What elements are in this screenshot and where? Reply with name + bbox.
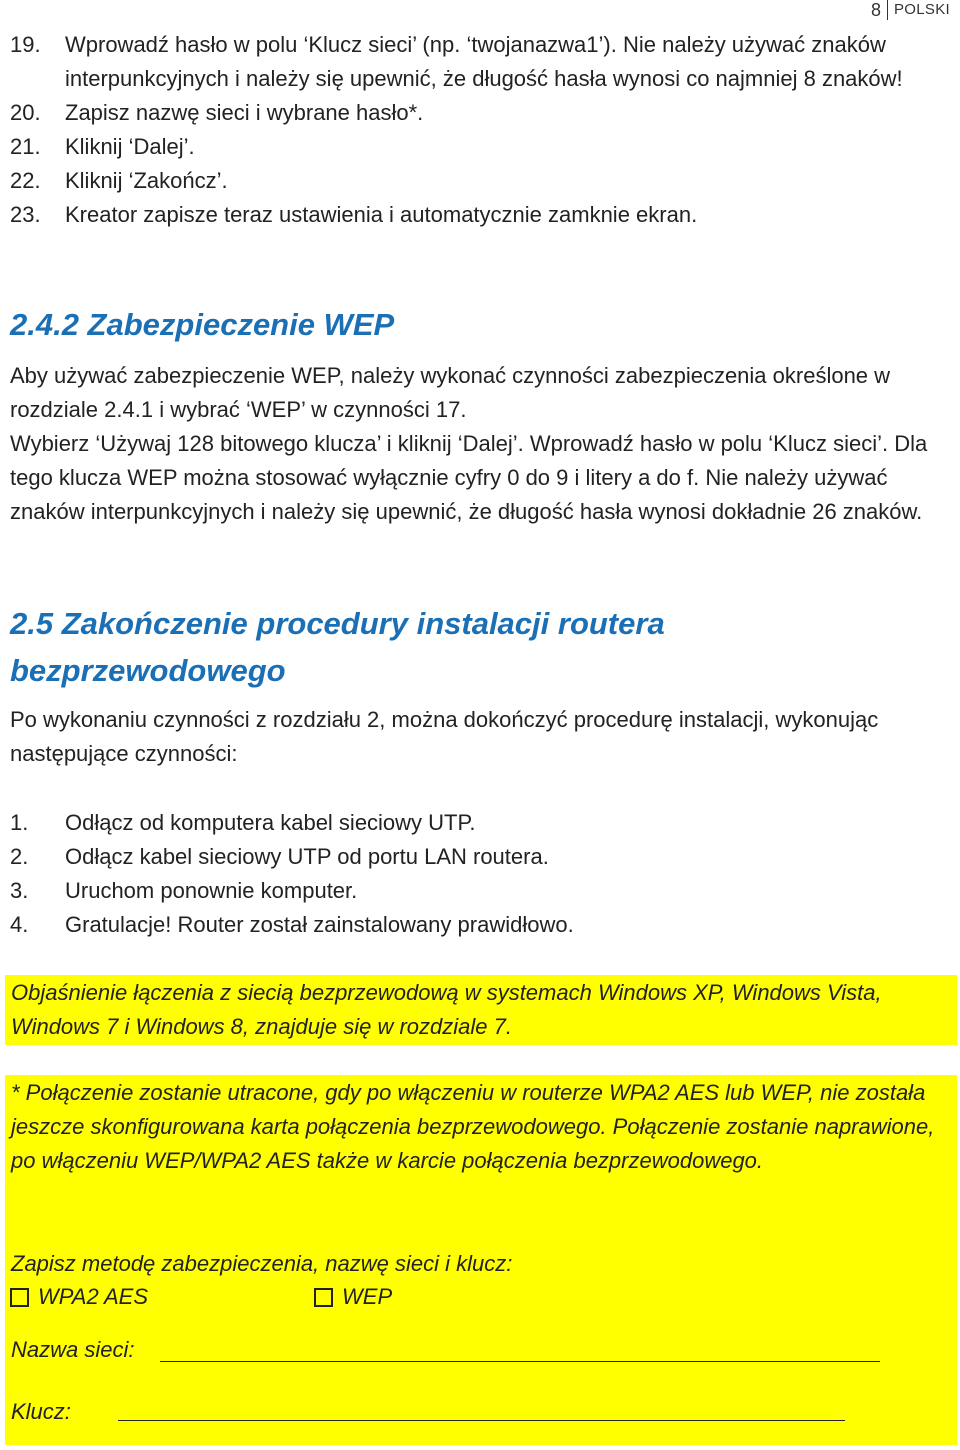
language-label: POLSKI <box>894 1 950 18</box>
step-number: 2. <box>10 844 29 869</box>
list-item <box>10 28 920 96</box>
wpa2-aes-label: WPA2 AES <box>38 1284 149 1309</box>
footnote-box <box>5 1075 957 1445</box>
step-number: 3. <box>10 878 29 903</box>
list-item <box>10 164 920 198</box>
list-item <box>10 874 920 908</box>
step-text: Odłącz od komputera kabel sieciowy UTP. <box>65 810 476 835</box>
wpa2-aes-checkbox[interactable] <box>10 1288 29 1307</box>
wep-label: WEP <box>342 1284 393 1309</box>
record-prompt: Zapisz metodę zabezpieczenia, nazwę sieci i klucz: <box>11 1251 513 1276</box>
list-item <box>10 806 920 840</box>
list-item <box>10 198 920 232</box>
wep-paragraph-2: Wybierz ‘Używaj 128 bitowego klucza’ i kliknij ‘Dalej’. Wprowadź hasło w polu ‘Klucz sieci’. Dla tego klucza WEP można stosować wyłącznie cyfry 0 do 9 i litery a do f. Nie należy używać znaków interpunkcyjnych i należy się upewnić, że długość hasła wynosi dokładnie 26 znaków. <box>10 431 928 524</box>
footnote-text: * Połączenie zostanie utracone, gdy po włączeniu w routerze WPA2 AES lub WEP, nie została jeszcze skonfigurowana karta połączenia bezprzewodowego. Połączenie zostanie naprawione, po włączeniu WEP/WPA2 AES także w karcie połączenia bezprzewodowego. <box>11 1080 935 1173</box>
finish-intro: Po wykonaniu czynności z rozdziału 2, można dokończyć procedurę instalacji, wykonując następujące czynności: <box>10 707 879 766</box>
step-number: 4. <box>10 912 29 937</box>
option-wep[interactable] <box>314 1282 392 1312</box>
step-text: Odłącz kabel sieciowy UTP od portu LAN routera. <box>65 844 549 869</box>
section-heading-wep: 2.4.2 Zabezpieczenie WEP <box>10 307 395 342</box>
wep-checkbox[interactable] <box>314 1288 333 1307</box>
page-number: 8 <box>870 0 881 20</box>
network-name-field[interactable] <box>160 1361 880 1362</box>
steps-list-finish <box>10 806 920 942</box>
section-heading-finish: 2.5 Zakończenie procedury instalacji routera bezprzewodowego <box>10 606 665 688</box>
network-name-label: Nazwa sieci: <box>11 1337 135 1362</box>
step-text: Kreator zapisze teraz ustawienia i automatycznie zamknie ekran. <box>65 202 698 227</box>
step-number: 20. <box>10 100 41 125</box>
step-number: 21. <box>10 134 41 159</box>
step-text: Wprowadź hasło w polu ‘Klucz sieci’ (np. ‘twojanazwa1’). Nie należy używać znaków interpunkcyjnych i należy się upewnić, że długość hasła wynosi co najmniej 8 znaków! <box>65 32 903 91</box>
note-text: Objaśnienie łączenia z siecią bezprzewodową w systemach Windows XP, Windows Vista, Windows 7 i Windows 8, znajduje się w rozdziale 7. <box>11 980 882 1039</box>
option-wpa2-aes[interactable] <box>10 1282 148 1312</box>
note-box <box>5 975 957 1045</box>
list-item <box>10 130 920 164</box>
step-number: 1. <box>10 810 29 835</box>
step-text: Kliknij ‘Zakończ’. <box>65 168 228 193</box>
security-method-options <box>10 1282 392 1312</box>
page-header <box>871 0 950 22</box>
step-text: Kliknij ‘Dalej’. <box>65 134 195 159</box>
step-number: 19. <box>10 32 41 57</box>
step-text: Uruchom ponownie komputer. <box>65 878 358 903</box>
list-item <box>10 840 920 874</box>
key-field[interactable] <box>118 1420 845 1421</box>
wep-paragraph-1: Aby używać zabezpieczenie WEP, należy wykonać czynności zabezpieczenia określone w rozdziale 2.4.1 i wybrać ‘WEP’ w czynności 17. <box>10 363 891 422</box>
header-divider <box>887 0 888 20</box>
key-label: Klucz: <box>11 1399 71 1424</box>
step-number: 22. <box>10 168 41 193</box>
step-text: Zapisz nazwę sieci i wybrane hasło*. <box>65 100 424 125</box>
list-item <box>10 908 920 942</box>
step-text: Gratulacje! Router został zainstalowany prawidłowo. <box>65 912 574 937</box>
steps-list-top <box>10 28 920 232</box>
list-item <box>10 96 920 130</box>
step-number: 23. <box>10 202 41 227</box>
